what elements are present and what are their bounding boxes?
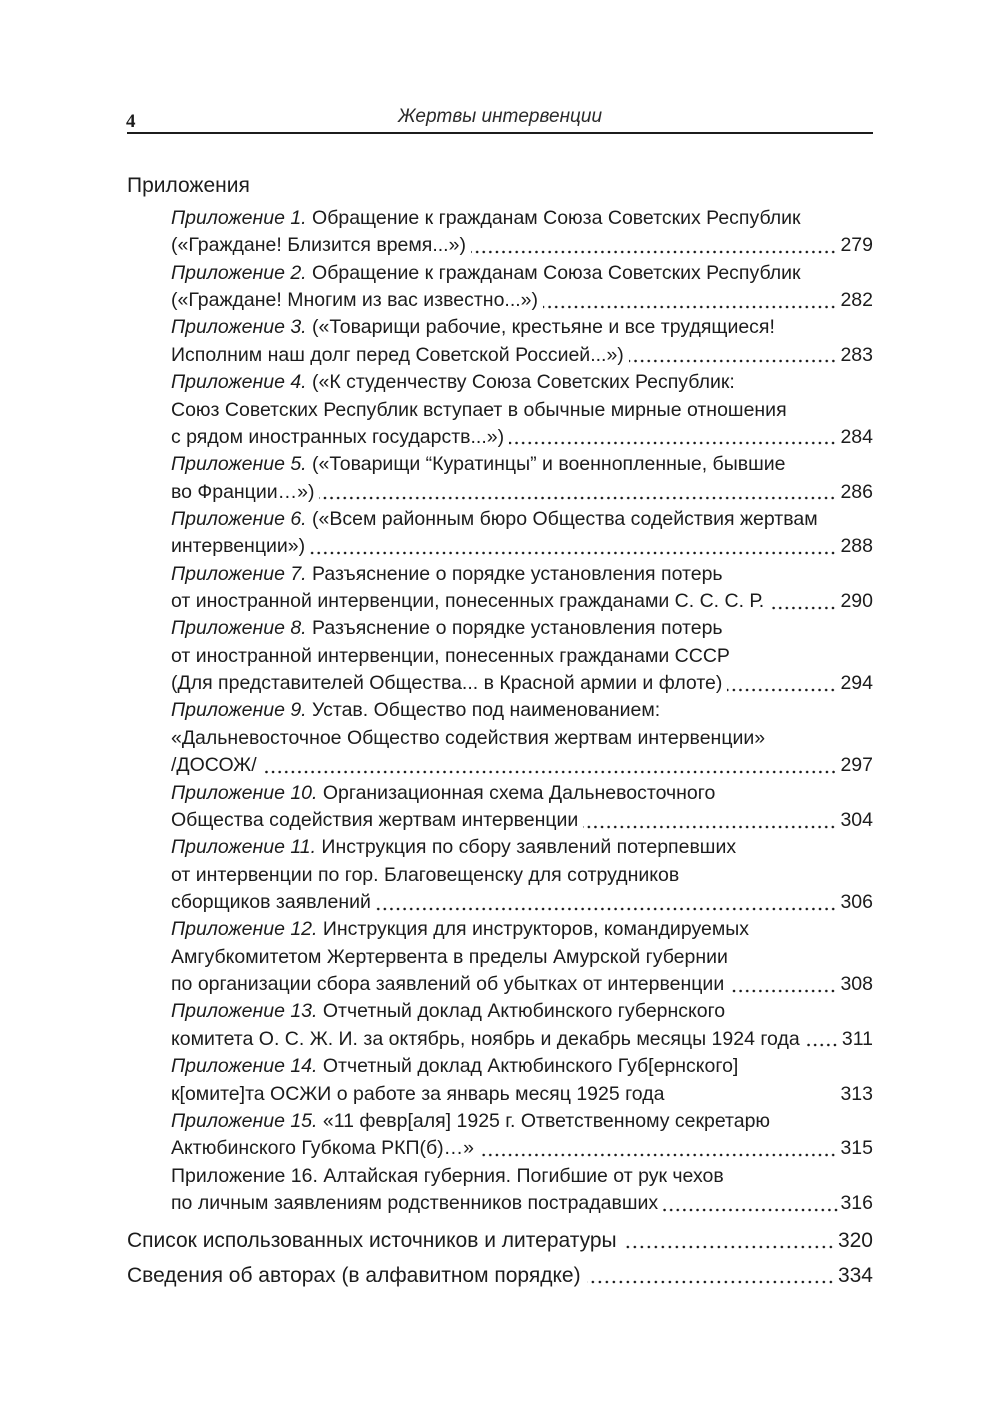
appendix-label: Приложение 5. bbox=[171, 453, 307, 476]
toc-entry-appendix-10 bbox=[171, 780, 873, 835]
dot-leader bbox=[805, 1026, 838, 1053]
dot-leader bbox=[727, 670, 836, 697]
entry-line bbox=[171, 752, 873, 779]
entry-line bbox=[171, 314, 873, 341]
toc-entry-appendix-5 bbox=[171, 451, 873, 506]
appendix-label: Приложение 14. bbox=[171, 1055, 318, 1078]
appendix-label: Приложение 16. bbox=[171, 1164, 318, 1187]
toc-entry-sources bbox=[127, 1223, 873, 1258]
toc-entry-appendix-4 bbox=[171, 369, 873, 451]
entry-title-line: Общества содействия жертвам интервенции bbox=[171, 808, 579, 831]
entry-title-line: от иностранной интервенции, понесенных гражданами С. С. С. Р. bbox=[171, 590, 765, 613]
page-number: 297 bbox=[840, 754, 873, 777]
appendix-label: Приложение 3. bbox=[171, 316, 307, 339]
page-number: 288 bbox=[840, 535, 873, 558]
toc-entry-appendix-8 bbox=[171, 615, 873, 697]
dot-leader bbox=[669, 1081, 836, 1108]
dot-leader bbox=[310, 533, 836, 560]
page-number: 313 bbox=[840, 1082, 873, 1105]
entry-title-line: («Граждане! Близится время...») bbox=[171, 234, 466, 257]
entry-title-line: интервенции») bbox=[171, 535, 306, 558]
dot-leader bbox=[471, 232, 837, 259]
toc-entry-appendix-6 bbox=[171, 506, 873, 561]
entry-line bbox=[171, 1053, 873, 1080]
entry-line bbox=[171, 260, 873, 287]
back-matter-toc bbox=[127, 1223, 873, 1293]
entry-title-line: («К студенчеству Союза Советских Республик: bbox=[312, 371, 735, 394]
entry-line bbox=[171, 287, 873, 314]
appendix-label: Приложение 12. bbox=[171, 918, 318, 941]
entry-line bbox=[171, 697, 873, 724]
entry-title-line: «Дальневосточное Общество содействия жертвам интервенции» bbox=[171, 726, 766, 749]
dot-leader bbox=[479, 1135, 836, 1162]
toc-entry-appendix-2 bbox=[171, 260, 873, 315]
entry-line bbox=[171, 533, 873, 560]
entry-line bbox=[171, 834, 873, 861]
dot-leader bbox=[729, 971, 836, 998]
dot-leader bbox=[319, 479, 836, 506]
entry-title-line: по личным заявлениям родственников пострадавших bbox=[171, 1191, 659, 1214]
entry-title-line: с рядом иностранных государств...») bbox=[171, 425, 505, 448]
entry-line bbox=[171, 1081, 873, 1108]
entry-title-line: Инструкция по сбору заявлений потерпевших bbox=[321, 836, 737, 859]
entry-line bbox=[171, 807, 873, 834]
running-title: Жертвы интервенции bbox=[397, 106, 603, 127]
page-number: 334 bbox=[837, 1264, 873, 1287]
entry-line bbox=[171, 1108, 873, 1135]
entry-title-line: Обращение к гражданам Союза Советских Республик bbox=[312, 207, 801, 229]
entry-line bbox=[171, 1026, 873, 1053]
entry-line bbox=[171, 889, 873, 916]
entry-line bbox=[171, 1163, 873, 1190]
page-number: 294 bbox=[840, 672, 873, 695]
entry-title-line: от иностранной интервенции, понесенных гражданами СССР bbox=[171, 644, 730, 667]
page-number: 320 bbox=[837, 1229, 873, 1252]
entry-line bbox=[171, 780, 873, 807]
toc-entry-appendix-11 bbox=[171, 834, 873, 916]
appendix-label: Приложение 8. bbox=[171, 617, 307, 640]
appendix-label: Приложение 10. bbox=[171, 781, 318, 804]
entry-title-line: Разъяснение о порядке установления потерь bbox=[312, 617, 723, 640]
dot-leader bbox=[629, 342, 837, 369]
dot-leader bbox=[509, 424, 836, 451]
entry-line bbox=[171, 1190, 873, 1217]
entry-line bbox=[171, 342, 873, 369]
entry-title: Сведения об авторах (в алфавитном порядке) bbox=[127, 1264, 581, 1287]
appendix-label: Приложение 13. bbox=[171, 1000, 318, 1023]
page-number: 311 bbox=[841, 1027, 873, 1050]
appendices-toc bbox=[171, 205, 873, 1217]
entry-title-line: /ДОСОЖ/ bbox=[171, 754, 257, 777]
entry-title-line: к[омите]та ОСЖИ о работе за январь месяц 1925 года bbox=[171, 1082, 665, 1105]
entry-line bbox=[171, 615, 873, 642]
entry-title-line: Отчетный доклад Актюбинского Губ[ернского] bbox=[322, 1055, 739, 1078]
page-number: 308 bbox=[840, 973, 873, 996]
toc-entry-appendix-1 bbox=[171, 205, 873, 260]
appendix-label: Приложение 15. bbox=[171, 1109, 318, 1132]
toc-entry-appendix-9 bbox=[171, 697, 873, 779]
dot-leader bbox=[623, 1223, 834, 1258]
toc-entry-appendix-7 bbox=[171, 561, 873, 616]
entry-title-line: Разъяснение о порядке установления потерь bbox=[312, 562, 723, 585]
dot-leader bbox=[583, 807, 836, 834]
page-number: 286 bbox=[840, 480, 873, 503]
dot-leader bbox=[262, 752, 837, 779]
entry-title-line: Алтайская губерния. Погибшие от рук чехов bbox=[323, 1164, 724, 1187]
appendix-label: Приложение 9. bbox=[171, 699, 307, 722]
entry-title-line: Актюбинского Губкома РКП(б)…» bbox=[171, 1137, 474, 1160]
entry-title-line: (Для представителей Общества... в Красной армии и флоте) bbox=[171, 672, 723, 695]
entry-title-line: комитета О. С. Ж. И. за октябрь, ноябрь и декабрь месяцы 1924 года bbox=[171, 1027, 800, 1050]
entry-line bbox=[171, 971, 873, 998]
entry-line bbox=[171, 588, 873, 615]
entry-title-line: Исполним наш долг перед Советской Россией...») bbox=[171, 343, 624, 366]
entry-title-line: «11 февр[аля] 1925 г. Ответственному секретарю bbox=[322, 1109, 771, 1132]
section-title: Приложения bbox=[127, 174, 250, 197]
entry-line bbox=[171, 451, 873, 478]
entry-line bbox=[171, 205, 873, 232]
entry-title-line: во Франции…») bbox=[171, 480, 315, 503]
entry-title-line: Отчетный доклад Актюбинского губернского bbox=[322, 1000, 726, 1023]
toc-entry-appendix-13 bbox=[171, 998, 873, 1053]
toc-entry-authors bbox=[127, 1258, 873, 1293]
entry-title-line: Амгубкомитетом Жертервента в пределы Амурской губернии bbox=[171, 945, 728, 968]
entry-title-line: Устав. Общество под наименованием: bbox=[312, 699, 661, 722]
entry-line bbox=[171, 643, 873, 670]
page-number: 283 bbox=[840, 343, 873, 366]
toc-entry-appendix-3 bbox=[171, 314, 873, 369]
appendix-label: Приложение 4. bbox=[171, 371, 307, 394]
toc-entry-appendix-12 bbox=[171, 916, 873, 998]
toc-entry-appendix-15 bbox=[171, 1108, 873, 1163]
entry-line bbox=[171, 670, 873, 697]
entry-line bbox=[171, 725, 873, 752]
appendix-label: Приложение 2. bbox=[171, 261, 307, 284]
entry-title-line: Обращение к гражданам Союза Советских Республик bbox=[312, 261, 801, 284]
entry-title-line: Организационная схема Дальневосточного bbox=[322, 781, 716, 804]
entry-line bbox=[171, 944, 873, 971]
dot-leader bbox=[663, 1190, 839, 1217]
appendix-label: Приложение 11. bbox=[171, 836, 316, 859]
entry-line bbox=[171, 1135, 873, 1162]
entry-title-line: Инструкция для инструкторов, командируемых bbox=[322, 918, 749, 941]
page-number: 279 bbox=[840, 234, 873, 257]
page-number: 284 bbox=[840, 425, 873, 448]
dot-leader bbox=[587, 1258, 834, 1293]
dot-leader bbox=[376, 889, 837, 916]
page-number: 315 bbox=[840, 1137, 873, 1160]
entry-title-line: («Товарищи рабочие, крестьяне и все трудящиеся! bbox=[312, 316, 775, 339]
entry-title-line: по организации сбора заявлений об убытках от интервенции bbox=[171, 973, 725, 996]
entry-line bbox=[171, 424, 873, 451]
entry-line bbox=[171, 561, 873, 588]
page-number: 290 bbox=[840, 590, 873, 613]
entry-line bbox=[171, 916, 873, 943]
entry-title-line: от интервенции по гор. Благовещенску для сотрудников bbox=[171, 863, 680, 886]
page-number: 304 bbox=[840, 808, 873, 831]
appendix-label: Приложение 1. bbox=[171, 207, 307, 229]
page-number: 306 bbox=[840, 890, 873, 913]
header-rule bbox=[127, 132, 873, 134]
toc-entry-appendix-14 bbox=[171, 1053, 873, 1108]
toc-entry-appendix-16 bbox=[171, 1163, 873, 1218]
page-number: 316 bbox=[840, 1191, 873, 1214]
entry-line bbox=[171, 397, 873, 424]
entry-line bbox=[171, 369, 873, 396]
entry-line bbox=[171, 998, 873, 1025]
appendix-label: Приложение 7. bbox=[171, 562, 307, 585]
dot-leader bbox=[769, 588, 836, 615]
dot-leader bbox=[543, 287, 836, 314]
page-number: 282 bbox=[840, 289, 873, 312]
entry-title-line: сборщиков заявлений bbox=[171, 890, 371, 913]
entry-title: Список использованных источников и литературы bbox=[127, 1229, 617, 1252]
entry-title-line: («Товарищи “Куратинцы” и военнопленные, бывшие bbox=[312, 453, 786, 476]
entry-title-line: («Граждане! Многим из вас известно...») bbox=[171, 289, 539, 312]
entry-line bbox=[171, 862, 873, 889]
entry-title-line: Союз Советских Республик вступает в обычные мирные отношения bbox=[171, 398, 787, 421]
entry-title-line: («Всем районным бюро Общества содействия жертвам bbox=[312, 507, 818, 530]
entry-line bbox=[171, 506, 873, 533]
header-page-number: 4 bbox=[126, 111, 136, 132]
entry-line bbox=[171, 479, 873, 506]
appendix-label: Приложение 6. bbox=[171, 507, 307, 530]
entry-line bbox=[171, 232, 873, 259]
